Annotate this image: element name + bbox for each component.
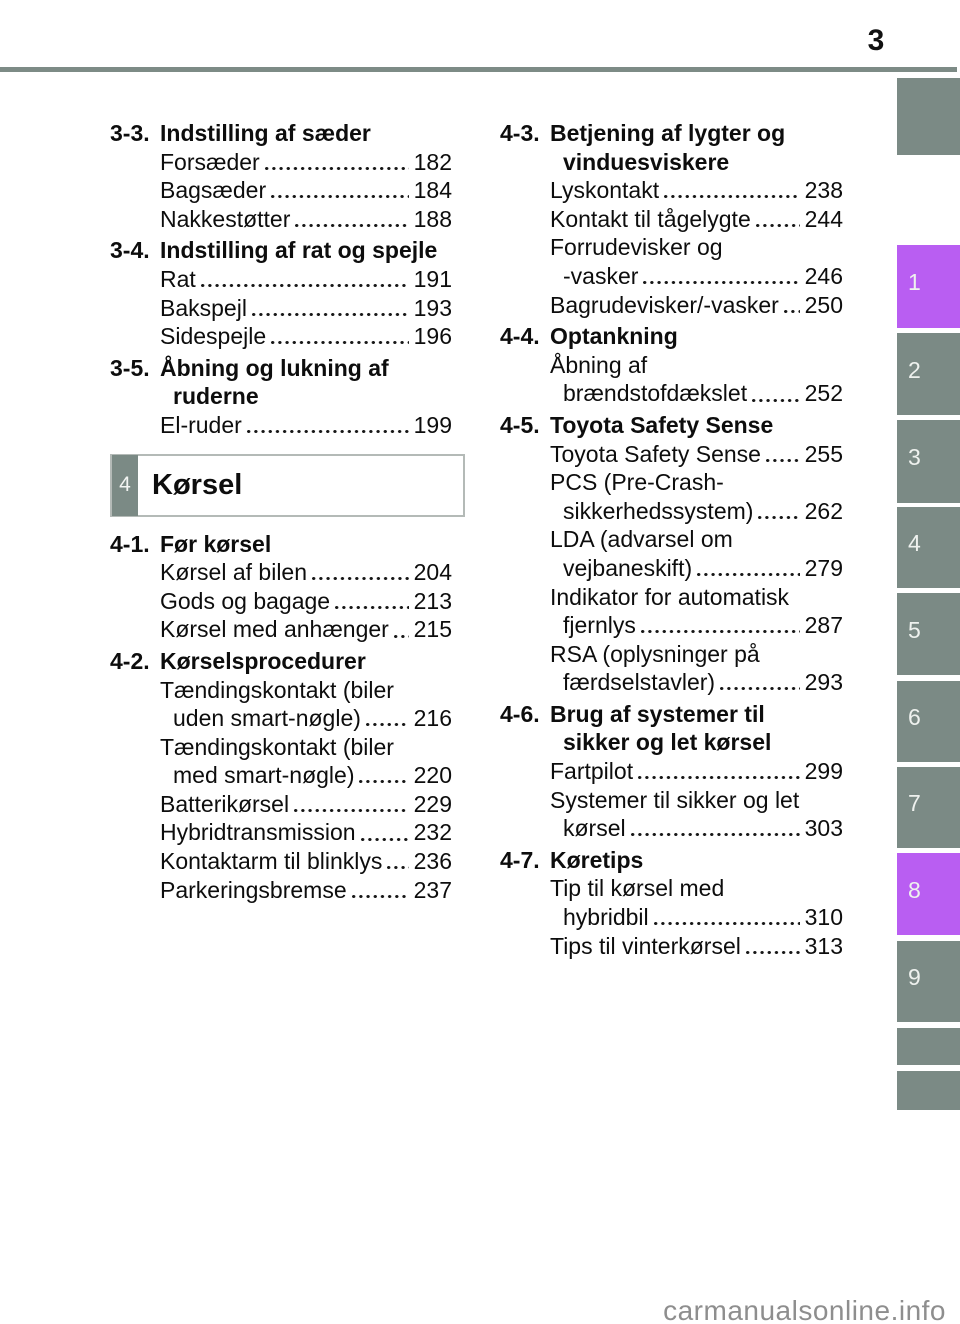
page-number: 3 <box>867 24 885 57</box>
tab-number: 5 <box>908 616 921 643</box>
toc-entry <box>500 757 843 786</box>
section-number: 4-3. <box>500 120 540 146</box>
dot-leader <box>753 497 804 526</box>
entry-page-number: 279 <box>804 554 843 581</box>
section-title: Kørselsprocedurer <box>160 647 366 674</box>
toc-entry <box>110 205 452 234</box>
dot-leader <box>247 294 414 323</box>
entry-label: Batterikørsel <box>160 790 290 817</box>
chapter-number-tab: 4 <box>112 455 138 516</box>
dot-leader <box>347 876 414 905</box>
entry-page-number: 246 <box>804 262 843 289</box>
toc-entry <box>500 205 843 234</box>
chapter-tab-blank <box>897 1028 960 1065</box>
dot-leader <box>330 587 414 616</box>
dot-leader <box>356 818 414 847</box>
entry-label: hybridbil <box>563 904 649 931</box>
toc-left-column <box>110 119 452 904</box>
dot-leader <box>307 558 414 587</box>
entry-page-number: 303 <box>804 815 843 842</box>
chapter-tab-6 <box>897 681 960 762</box>
header-rule <box>0 67 957 72</box>
toc-entry <box>110 615 452 644</box>
section-number: 4-7. <box>500 846 540 873</box>
entry-page-number: 229 <box>413 790 452 817</box>
entry-label: Bakspejl <box>160 294 247 321</box>
section-title: Brug af systemer til <box>550 700 765 727</box>
section-heading <box>110 530 452 559</box>
entry-label: Kørsel med anhænger <box>160 616 389 643</box>
dot-leader <box>196 265 414 294</box>
chapter-box <box>110 454 465 517</box>
entry-label: Toyota Safety Sense <box>550 440 761 467</box>
toc-section <box>110 647 452 904</box>
chapter-tab-9 <box>897 941 960 1022</box>
entry-page-number: 193 <box>413 294 452 321</box>
section-title-wrap: ruderne <box>173 383 259 410</box>
entry-page-number: 299 <box>804 758 843 785</box>
entry-label: brændstofdækslet <box>563 380 748 407</box>
toc-entry <box>500 814 843 843</box>
dot-leader <box>242 411 414 440</box>
entry-label: Tips til vinterkørsel <box>550 932 741 959</box>
section-heading <box>500 411 843 440</box>
section-heading <box>110 647 452 676</box>
dot-leader <box>289 790 414 819</box>
entry-page-number: 252 <box>804 380 843 407</box>
section-number: 4-2. <box>110 647 150 674</box>
toc-section <box>500 322 843 408</box>
toc-entry <box>500 262 843 291</box>
entry-page-number: 244 <box>804 205 843 232</box>
entry-label: Rat <box>160 265 196 292</box>
section-number: 3-3. <box>110 120 150 146</box>
toc-entry <box>110 761 452 790</box>
toc-entry <box>500 291 843 320</box>
toc-entry <box>110 790 452 819</box>
dot-leader <box>389 615 414 644</box>
dot-leader <box>633 757 805 786</box>
section-heading <box>500 119 843 148</box>
entry-page-number: 237 <box>413 876 452 903</box>
section-title: Før kørsel <box>160 530 272 557</box>
toc-section <box>500 846 843 960</box>
dot-leader <box>354 761 413 790</box>
entry-label: vejbaneskift) <box>563 554 693 581</box>
toc-entry <box>500 379 843 408</box>
toc-section <box>500 411 843 697</box>
entry-label: Nakkestøtter <box>160 205 291 232</box>
toc-entry <box>500 554 843 583</box>
section-title: Optankning <box>550 323 678 350</box>
entry-page-number: 220 <box>413 762 452 789</box>
section-heading <box>110 119 452 148</box>
entry-page-number: 191 <box>413 265 452 292</box>
tab-number: 1 <box>908 269 921 295</box>
entry-label-line: LDA (advarsel om <box>550 526 733 553</box>
section-title: Åbning og lukning af <box>160 354 389 381</box>
section-title-wrap: sikker og let kørsel <box>563 729 772 756</box>
chapter-tab-7 <box>897 767 960 848</box>
section-title: Køretips <box>550 846 644 873</box>
section-heading <box>500 700 843 729</box>
dot-leader <box>761 440 805 469</box>
dot-leader <box>361 704 414 733</box>
entry-page-number: 213 <box>413 587 452 614</box>
section-title: Betjening af lygter og <box>550 120 786 146</box>
entry-label-line: RSA (oplysninger på <box>550 640 760 667</box>
dot-leader <box>382 847 413 876</box>
toc-entry <box>110 587 452 616</box>
entry-label: med smart-nøgle) <box>173 762 355 789</box>
dot-leader <box>638 262 804 291</box>
entry-label-line: Systemer til sikker og let <box>550 786 800 813</box>
section-number: 4-6. <box>500 700 540 727</box>
section-number: 4-4. <box>500 323 540 350</box>
entry-page-number: 236 <box>413 848 452 875</box>
entry-page-number: 215 <box>413 616 452 643</box>
toc-entry <box>110 818 452 847</box>
chapter-tab-1 <box>897 245 960 328</box>
chapter-title: Kørsel <box>152 468 243 501</box>
section-number: 4-5. <box>500 411 540 438</box>
entry-label: uden smart-nøgle) <box>173 705 361 732</box>
entry-page-number: 287 <box>804 612 843 639</box>
entry-label-line: Indikator for automatisk <box>550 583 790 610</box>
section-heading <box>500 846 843 875</box>
dot-leader <box>290 205 413 234</box>
dot-leader <box>636 611 805 640</box>
toc-entry <box>500 903 843 932</box>
entry-page-number: 250 <box>804 291 843 318</box>
toc-entry <box>110 265 452 294</box>
dot-leader <box>779 291 805 320</box>
entry-page-number: 238 <box>804 177 843 204</box>
entry-label-line: Forrudevisker og <box>550 234 723 261</box>
entry-page-number: 255 <box>804 440 843 467</box>
entry-label: Bagsæder <box>160 177 267 204</box>
toc-entry <box>500 176 843 205</box>
entry-label-line: Tændingskontakt (biler <box>160 733 394 760</box>
toc-section <box>110 530 452 644</box>
dot-leader <box>649 903 805 932</box>
toc-section <box>500 700 843 843</box>
entry-label: sikkerhedssystem) <box>563 497 754 524</box>
toc-right-column <box>500 119 843 960</box>
entry-label: Kørsel af bilen <box>160 559 308 586</box>
section-number: 4-1. <box>110 530 150 557</box>
tab-number: 3 <box>908 444 921 470</box>
dot-leader <box>659 176 805 205</box>
entry-label: Hybridtransmission <box>160 819 356 846</box>
chapter-tab-blank <box>897 1071 960 1110</box>
dot-leader <box>266 322 413 351</box>
dot-leader <box>751 205 805 234</box>
entry-label-line: PCS (Pre-Crash- <box>550 469 724 496</box>
entry-page-number: 199 <box>413 411 452 438</box>
entry-label-line: Tip til kørsel med <box>550 875 725 902</box>
toc-section <box>110 236 452 350</box>
tab-number: 7 <box>908 790 921 816</box>
entry-label: fjernlys <box>563 612 636 639</box>
section-number: 3-5. <box>110 354 150 381</box>
toc-entry <box>110 176 452 205</box>
entry-label: -vasker <box>563 262 639 289</box>
section-heading <box>110 236 452 265</box>
toc-entry <box>500 611 843 640</box>
dot-leader <box>692 554 805 583</box>
toc-section <box>110 119 452 233</box>
entry-page-number: 196 <box>413 323 452 350</box>
entry-label: kørsel <box>563 815 626 842</box>
dot-leader <box>715 668 805 697</box>
entry-page-number: 184 <box>413 177 452 204</box>
entry-label: færdselstavler) <box>563 669 716 696</box>
entry-label: Bagrudevisker/-vasker <box>550 291 779 318</box>
chapter-tab-8 <box>897 853 960 935</box>
tab-number: 2 <box>908 356 921 383</box>
chapter-tab-5 <box>897 593 960 675</box>
entry-label: Kontakt til tågelygte <box>550 205 751 232</box>
toc-entry <box>110 294 452 323</box>
entry-page-number: 313 <box>804 932 843 959</box>
tab-number: 9 <box>908 964 921 990</box>
section-title-wrap: vinduesviskere <box>563 148 730 175</box>
entry-page-number: 310 <box>804 904 843 931</box>
toc-entry <box>110 322 452 351</box>
toc-section <box>500 119 843 319</box>
section-heading <box>500 322 843 351</box>
toc-entry <box>110 704 452 733</box>
entry-label: Lyskontakt <box>550 177 660 204</box>
entry-page-number: 182 <box>413 148 452 175</box>
tab-number: 4 <box>908 530 921 556</box>
entry-label: Forsæder <box>160 148 260 175</box>
entry-page-number: 293 <box>804 669 843 696</box>
toc-entry <box>110 558 452 587</box>
toc-entry <box>500 932 843 961</box>
toc-section <box>110 354 452 440</box>
toc-entry <box>110 411 452 440</box>
dot-leader <box>266 176 414 205</box>
entry-label: Kontaktarm til blinklys <box>160 848 383 875</box>
entry-label-line: Åbning af <box>550 351 648 378</box>
watermark: carmanualsonline.info <box>663 1295 946 1324</box>
entry-label: Fartpilot <box>550 758 634 785</box>
section-heading <box>110 354 452 383</box>
tab-number: 8 <box>908 876 921 903</box>
toc-entry <box>500 440 843 469</box>
toc-entry <box>110 876 452 905</box>
chapter-tab-blank <box>897 78 960 155</box>
toc-entry <box>500 668 843 697</box>
section-title: Indstilling af sæder <box>160 120 371 146</box>
section-title: Indstilling af rat og spejle <box>160 237 438 264</box>
entry-page-number: 188 <box>413 205 452 232</box>
entry-page-number: 262 <box>804 497 843 524</box>
entry-label-line: Tændingskontakt (biler <box>160 676 394 703</box>
entry-label: Gods og bagage <box>160 587 331 614</box>
entry-label: Sidespejle <box>160 323 267 350</box>
entry-label: El-ruder <box>160 411 242 438</box>
dot-leader <box>626 814 805 843</box>
entry-page-number: 216 <box>413 705 452 732</box>
dot-leader <box>260 148 414 177</box>
toc-entry <box>110 148 452 177</box>
toc-entry <box>110 847 452 876</box>
entry-label: Parkeringsbremse <box>160 876 347 903</box>
toc-entry <box>500 497 843 526</box>
chapter-tab-3 <box>897 420 960 503</box>
dot-leader <box>741 932 805 961</box>
section-title: Toyota Safety Sense <box>550 411 774 438</box>
tab-number: 6 <box>908 704 921 730</box>
entry-page-number: 204 <box>413 559 452 586</box>
dot-leader <box>747 379 805 408</box>
chapter-tab-2 <box>897 333 960 415</box>
section-number: 3-4. <box>110 237 150 264</box>
entry-page-number: 232 <box>413 819 452 846</box>
chapter-tab-4 <box>897 507 960 588</box>
